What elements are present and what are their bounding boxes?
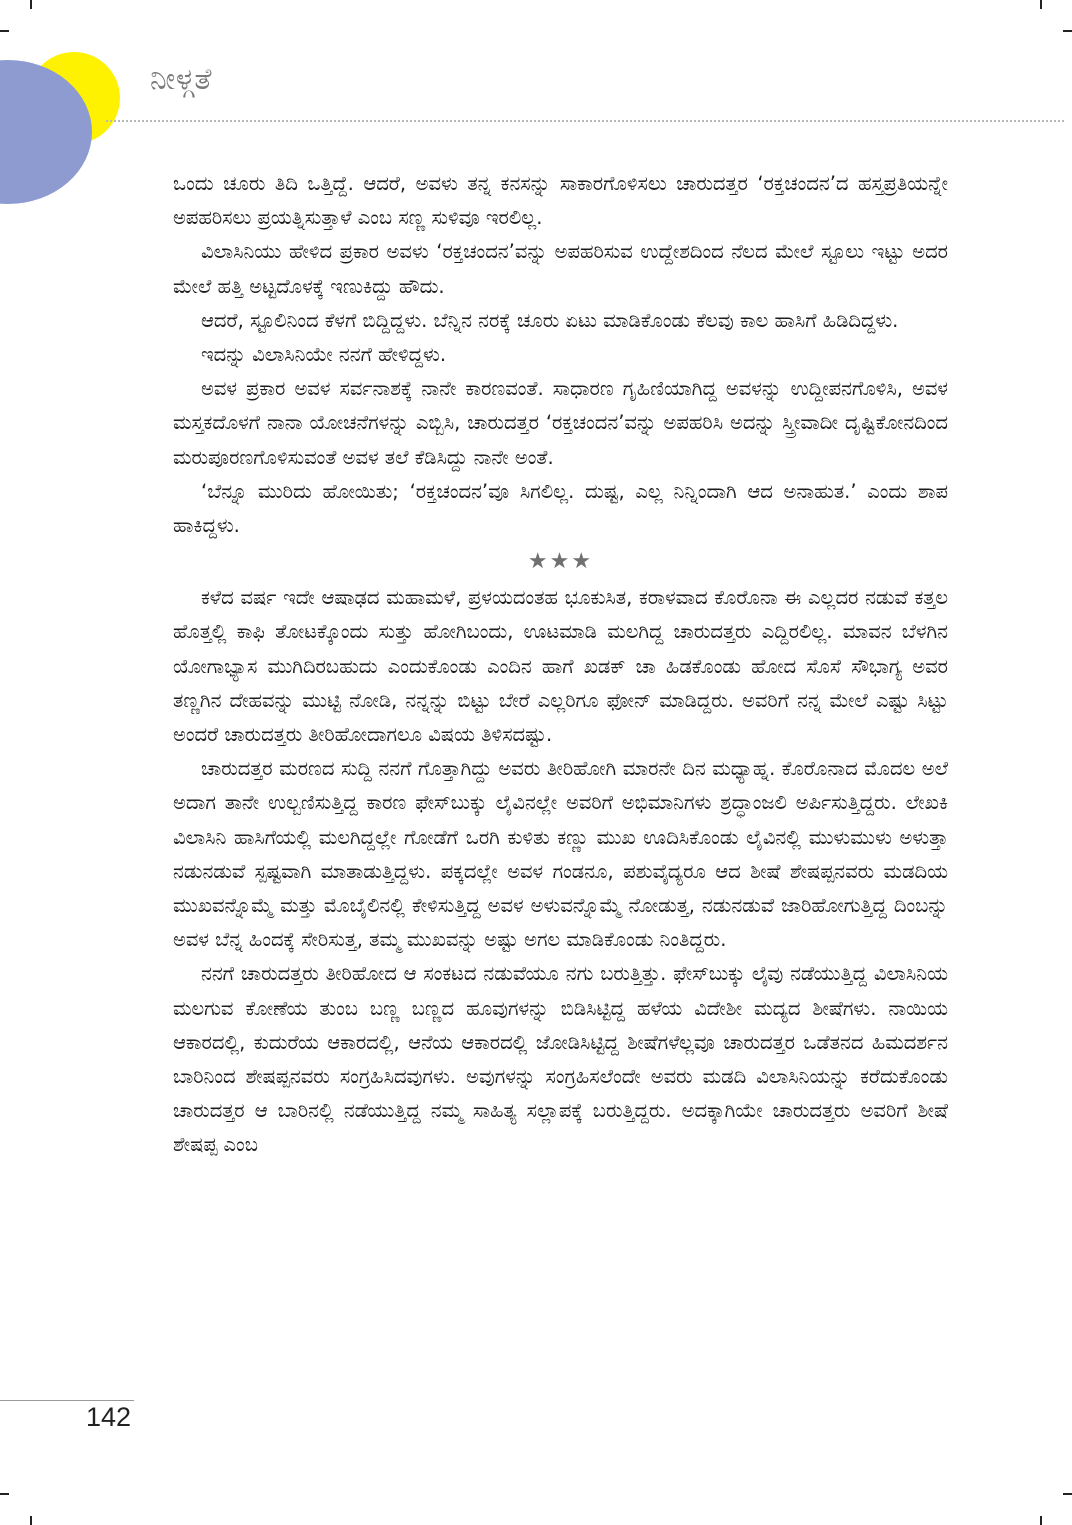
paragraph: ಒಂದು ಚೂರು ತಿದಿ ಒತ್ತಿದ್ದೆ. ಆದರೆ, ಅವಳು ತನ್ನ ಕನಸನ್ನು ಸಾಕಾರಗೊಳಿಸಲು ಚಾರುದತ್ತರ ‘ರಕ್ತಚಂದನ’ದ ಹಸ್ತಪ್ರತಿಯನ್ನೇ ಅಪಹರಿಸಲು ಪ್ರಯತ್ನಿಸುತ್ತಾಳೆ ಎಂಬ ಸಣ್ಣ ಸುಳಿವೂ ಇರಲಿಲ್ಲ. (173, 172, 948, 230)
paragraph: ‘ಬೆನ್ನೂ ಮುರಿದು ಹೋಯಿತು; ‘ರಕ್ತಚಂದನ’ವೂ ಸಿಗಲಿಲ್ಲ. ದುಷ್ಟ, ಎಲ್ಲ ನಿನ್ನಿಂದಾಗಿ ಆದ ಅನಾಹುತ.’ ಎಂದು ಶಾಪ ಹಾಕಿದ್ದಳು. (173, 479, 948, 538)
paragraph: ಚಾರುದತ್ತರ ಮರಣದ ಸುದ್ದಿ ನನಗೆ ಗೊತ್ತಾಗಿದ್ದು ಅವರು ತೀರಿಹೋಗಿ ಮಾರನೇ ದಿನ ಮಧ್ಯಾಹ್ನ. ಕೊರೊನಾದ ಮೊದಲ ಅಲೆ ಅದಾಗ ತಾನೇ ಉಲ್ಬಣಿಸುತ್ತಿದ್ದ ಕಾರಣ ಫೇಸ್‌ಬುಕ್ಕು ಲೈವಿನಲ್ಲೇ ಅವರಿಗೆ ಅಭಿಮಾನಿಗಳು ಶ್ರದ್ಧಾಂಜಲಿ ಅರ್ಪಿಸುತ್ತಿದ್ದರು. ಲೇಖಕಿ ವಿಲಾಸಿನಿ ಹಾಸಿಗೆಯಲ್ಲಿ ಮಲಗಿದ್ದಲ್ಲೇ ಗೋಡೆಗೆ ಒರಗಿ ಕುಳಿತು ಕಣ್ಣು ಮುಖ ಊದಿಸಿಕೊಂಡು ಲೈವಿನಲ್ಲಿ ಮುಳುಮುಳು ಅಳುತ್ತಾ ನಡುನಡುವೆ ಸ್ಪಷ್ಟವಾಗಿ ಮಾತಾಡುತ್ತಿದ್ದಳು. ಪಕ್ಕದಲ್ಲೇ ಅವಳ ಗಂಡನೂ, ಪಶುವೈದ್ಯರೂ ಆದ ಶೀಷೆ ಶೇಷಪ್ಪನವರು ಮಡದಿಯ ಮುಖವನ್ನೊಮ್ಮೆ ಮತ್ತು ಮೊಬೈಲಿನಲ್ಲಿ ಕೇಳಿಸುತ್ತಿದ್ದ ಅವಳ ಅಳುವನ್ನೊಮ್ಮೆ ನೋಡುತ್ತ, ನಡುನಡುವೆ ಜಾರಿಹೋಗುತ್ತಿದ್ದ ದಿಂಬನ್ನು ಅವಳ ಬೆನ್ನ ಹಿಂದಕ್ಕೆ ಸೇರಿಸುತ್ತ, ತಮ್ಮ ಮುಖವನ್ನು ಅಷ್ಟು ಅಗಲ ಮಾಡಿಕೊಂಡು ನಿಂತಿದ್ದರು. (173, 757, 948, 952)
crop-mark-left-bottom (0, 1493, 9, 1495)
paragraph: ನನಗೆ ಚಾರುದತ್ತರು ತೀರಿಹೋದ ಆ ಸಂಕಟದ ನಡುವೆಯೂ ನಗು ಬರುತ್ತಿತ್ತು. ಫೇಸ್‌ಬುಕ್ಕು ಲೈವು ನಡೆಯುತ್ತಿದ್ದ ವಿಲಾಸಿನಿಯ ಮಲಗುವ ಕೋಣೆಯ ತುಂಬ ಬಣ್ಣ ಬಣ್ಣದ ಹೂವುಗಳನ್ನು ಬಿಡಿಸಿಟ್ಟಿದ್ದ ಹಳೆಯ ವಿದೇಶೀ ಮದ್ಯದ ಶೀಷೆಗಳು. ನಾಯಿಯ ಆಕಾರದಲ್ಲಿ, ಕುದುರೆಯ ಆಕಾರದಲ್ಲಿ, ಆನೆಯ ಆಕಾರದಲ್ಲಿ ಜೋಡಿಸಿಟ್ಟಿದ್ದ ಶೀಷೆಗಳೆಲ್ಲವೂ ಚಾರುದತ್ತರ ಒಡೆತನದ ಹಿಮದರ್ಶನ ಬಾರಿನಿಂದ ಶೇಷಪ್ಪನವರು ಸಂಗ್ರಹಿಸಿದವುಗಳು. ಅವುಗಳನ್ನು ಸಂಗ್ರಹಿಸಲೆಂದೇ ಅವರು ಮಡದಿ ವಿಲಾಸಿನಿಯನ್ನು ಕರೆದುಕೊಂಡು ಚಾರುದತ್ತರ ಆ ಬಾರಿನಲ್ಲಿ ನಡೆಯುತ್ತಿದ್ದ ನಮ್ಮ ಸಾಹಿತ್ಯ ಸಲ್ಲಾಪಕ್ಕೆ ಬರುತ್ತಿದ್ದರು. ಅದಕ್ಕಾಗಿಯೇ ಚಾರುದತ್ತರು ಅವರಿಗೆ ಶೀಷೆ ಶೇಷಪ್ಪ ಎಂಬ (173, 962, 948, 1157)
running-title: ನೀಳ್ಗತೆ (150, 62, 212, 97)
folio-rule (0, 1400, 134, 1401)
paragraph: ಅವಳ ಪ್ರಕಾರ ಅವಳ ಸರ್ವನಾಶಕ್ಕೆ ನಾನೇ ಕಾರಣವಂತೆ. ಸಾಧಾರಣ ಗೃಹಿಣಿಯಾಗಿದ್ದ ಅವಳನ್ನು ಉದ್ದೀಪನಗೊಳಿಸಿ, ಅವಳ ಮಸ್ತಕದೊಳಗೆ ನಾನಾ ಯೋಚನೆಗಳನ್ನು ಎಬ್ಬಿಸಿ, ಚಾರುದತ್ತರ ‘ರಕ್ತಚಂದನ’ವನ್ನು ಅಪಹರಿಸಿ ಅದನ್ನು ಸ್ತ್ರೀವಾದೀ ದೃಷ್ಟಿಕೋನದಿಂದ ಮರುಪೂರಣಗೊಳಿಸುವಂತೆ ಅವಳ ತಲೆ ಕೆಡಿಸಿದ್ದು ನಾನೇ ಅಂತೆ. (173, 377, 948, 469)
section-break: ★★★ (527, 549, 594, 575)
crop-mark-left-top (0, 30, 9, 32)
crop-mark-bottom-right (1040, 1516, 1042, 1525)
crop-mark-top-left (30, 0, 32, 9)
page-number: 142 (86, 1402, 132, 1432)
crop-mark-right-bottom (1063, 1493, 1072, 1495)
paragraph: ಇದನ್ನು ವಿಲಾಸಿನಿಯೇ ನನಗೆ ಹೇಳಿದ್ದಳು. (201, 343, 447, 367)
crop-mark-top-right (1040, 0, 1042, 9)
paragraph: ಕಳೆದ ವರ್ಷ ಇದೇ ಆಷಾಢದ ಮಹಾಮಳೆ, ಪ್ರಳಯದಂತಹ ಭೂಕುಸಿತ, ಕರಾಳವಾದ ಕೊರೊನಾ ಈ ಎಲ್ಲದರ ನಡುವೆ ಕತ್ತಲ ಹೊತ್ತಲ್ಲಿ ಕಾಫಿ ತೋಟಕ್ಕೊಂದು ಸುತ್ತು ಹೋಗಿಬಂದು, ಊಟಮಾಡಿ ಮಲಗಿದ್ದ ಚಾರುದತ್ತರು ಎದ್ದಿರಲಿಲ್ಲ. ಮಾವನ ಬೆಳಗಿನ ಯೋಗಾಭ್ಯಾಸ ಮುಗಿದಿರಬಹುದು ಎಂದುಕೊಂಡು ಎಂದಿನ ಹಾಗೆ ಖಡಕ್ ಚಾ ಹಿಡಕೊಂಡು ಹೋದ ಸೊಸೆ ಸೌಭಾಗ್ಯ ಅವರ ತಣ್ಣಗಿನ ದೇಹವನ್ನು ಮುಟ್ಟಿ ನೋಡಿ, ನನ್ನನ್ನು ಬಿಟ್ಟು ಬೇರೆ ಎಲ್ಲರಿಗೂ ಫೋನ್ ಮಾಡಿದ್ದರು. ಅವರಿಗೆ ನನ್ನ ಮೇಲೆ ಎಷ್ಟು ಸಿಟ್ಟು ಅಂದರೆ ಚಾರುದತ್ತರು ತೀರಿಹೋದಾಗಲೂ ವಿಷಯ ತಿಳಿಸದಷ್ಟು. (173, 586, 948, 747)
body-text (173, 167, 948, 1163)
paragraph: ವಿಲಾಸಿನಿಯು ಹೇಳಿದ ಪ್ರಕಾರ ಅವಳು ‘ರಕ್ತಚಂದನ’ವನ್ನು ಅಪಹರಿಸುವ ಉದ್ದೇಶದಿಂದ ನೆಲದ ಮೇಲೆ ಸ್ಟೂಲು ಇಟ್ಟು ಅದರ ಮೇಲೆ ಹತ್ತಿ ಅಟ್ಟದೊಳಕ್ಕೆ ಇಣುಕಿದ್ದು ಹೌದು. (173, 240, 948, 298)
paragraph: ಆದರೆ, ಸ್ಟೂಲಿನಿಂದ ಕೆಳಗೆ ಬಿದ್ದಿದ್ದಳು. ಬೆನ್ನಿನ ನರಕ್ಕೆ ಚೂರು ಏಟು ಮಾಡಿಕೊಂಡು ಕೆಲವು ಕಾಲ ಹಾಸಿಗೆ ಹಿಡಿದಿದ್ದಳು. (201, 308, 899, 332)
crop-mark-right-top (1063, 30, 1072, 32)
header-dotted-rule (106, 120, 1064, 122)
crop-mark-bottom-left (30, 1516, 32, 1525)
